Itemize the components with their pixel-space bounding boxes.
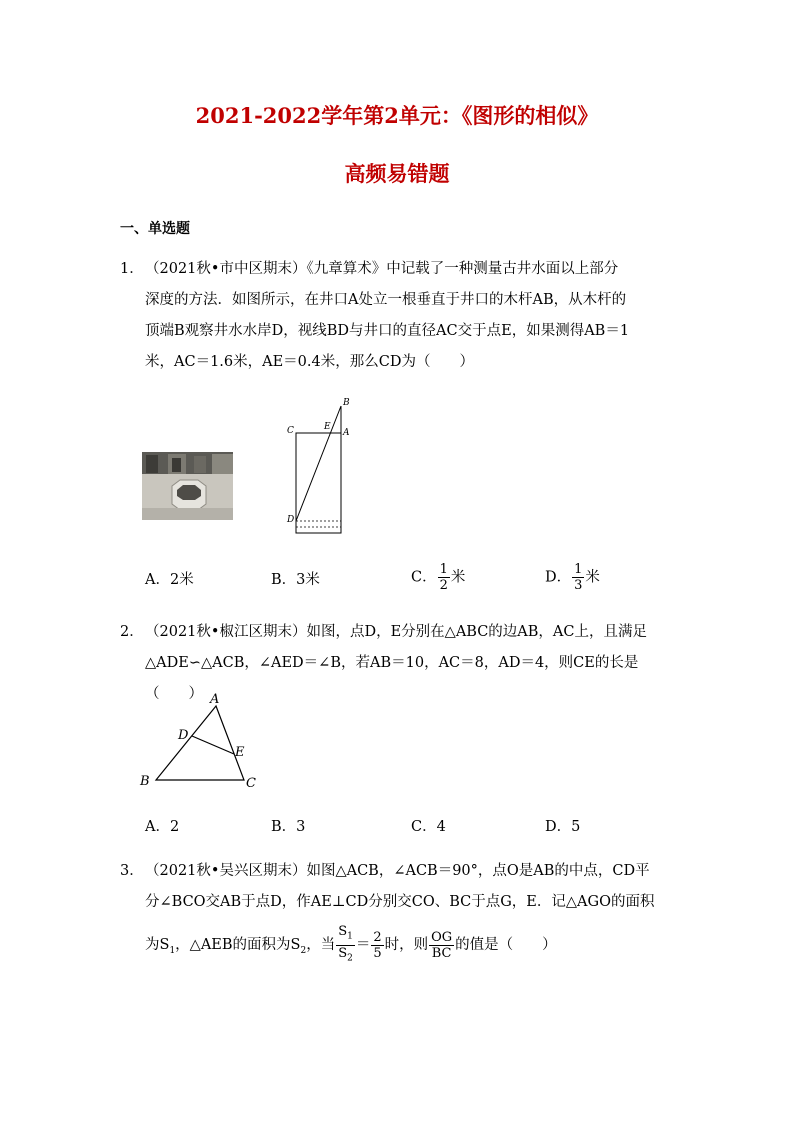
option-b-prefix: B． [271,572,297,588]
fraction-numerator: 1 [439,562,448,577]
option-b-text: 3米 [296,572,320,588]
section-heading: 一、单选题 [120,221,190,237]
question-text-line: 米，AC＝1.6米，AE＝0.4米，那么CD为（ ） [145,354,474,370]
option-b[interactable] [271,568,320,589]
subscript: 1 [347,931,353,942]
fraction-denominator: 2 [439,578,448,593]
question-number: 1． [120,261,144,277]
question-text-line: 分∠BCO交AB于点D，作AE⊥CD分别交CO、BC于点G，E．记△AGO的面积 [145,894,655,910]
fraction-denominator [336,946,355,967]
fraction-two-fifths [371,930,383,961]
numerator-symbol: S [338,924,348,939]
question-text-line: （2021秋•椒江区期末）如图，点D，E分别在△ABC的边AB，AC上，且满足 [145,624,647,640]
text-fragment: 的值是（ ） [455,937,557,954]
well-photo [142,452,233,520]
option-d[interactable] [545,562,600,593]
document-subtitle: 高频易错题 [344,161,450,186]
option-c-unit: 米 [450,569,466,586]
subscript: 2 [347,953,353,964]
question-text-line: 顶端B观察井水水岸D，视线BD与井口的直径AC交于点E，如果测得AB＝1 [145,323,630,339]
subscript: 1 [169,945,176,956]
question-text-line: △ADE∽△ACB，∠AED＝∠B，若AB＝10，AC＝8，AD＝4，则CE的长是（ ） [145,655,639,702]
point-label-b: B [140,774,150,789]
subscript: 2 [300,945,307,956]
question-3 [120,856,680,967]
fraction-numerator [336,924,355,946]
fraction-denominator: 3 [574,578,583,593]
point-label-d: D [287,515,295,525]
option-b[interactable]: B．3 [271,819,306,835]
document-title: 2021-2022学年第2单元：《图形的相似》 [195,103,599,128]
option-d[interactable]: D．5 [545,819,581,835]
fraction-numerator: OG [431,929,453,945]
fraction [572,562,584,593]
fraction-numerator: 2 [373,929,382,945]
triangle-diagram [136,692,266,792]
well-diagram [283,398,363,542]
fraction [438,562,450,593]
point-label-c: C [287,426,294,436]
question-text-line [145,924,680,967]
option-c[interactable]: C．4 [411,819,446,835]
fraction-denominator: BC [431,945,452,961]
option-a-text: 2米 [169,572,194,588]
question-text-line: （2021秋•吴兴区期末）如图△ACB，∠ACB＝90°，点O是AB的中点，CD平 [145,863,650,879]
text-fragment: 为S [145,937,170,954]
point-label-b: B [343,398,350,408]
point-label-a: A [343,428,350,438]
question-text-line: 深度的方法．如图所示，在井口A处立一根垂直于井口的木杆AB，从木杆的 [145,292,627,308]
option-d-prefix: D． [545,569,572,586]
option-a-prefix: A． [145,572,170,588]
option-d-unit: 米 [585,569,600,586]
point-label-c: C [246,776,256,791]
option-a[interactable] [145,568,194,589]
fraction-og-over-bc [429,930,454,961]
option-c[interactable] [411,562,465,593]
point-label-d: D [178,728,189,743]
question-number: 2． [120,624,144,640]
point-label-e: E [235,745,245,760]
point-label-e: E [324,422,331,432]
denominator-symbol: S [338,945,348,961]
text-fragment: ，当 [306,937,336,954]
question-1 [120,254,680,378]
fraction-denominator: 5 [373,945,382,961]
q1-options [145,562,625,598]
fraction-numerator: 1 [574,562,583,577]
option-a[interactable]: A．2 [145,819,180,835]
equals-sign: ＝ [355,937,371,954]
fraction-s1-over-s2 [336,924,355,966]
text-fragment: 时，则 [384,937,429,954]
q2-options [145,815,625,839]
point-label-a: A [210,692,220,707]
text-fragment: ，△AEB的面积为S [175,937,301,954]
question-text-line: （2021秋•市中区期末）《九章算术》中记载了一种测量古井水面以上部分 [145,261,619,277]
option-c-prefix: C． [411,569,437,586]
question-number: 3． [120,863,144,879]
